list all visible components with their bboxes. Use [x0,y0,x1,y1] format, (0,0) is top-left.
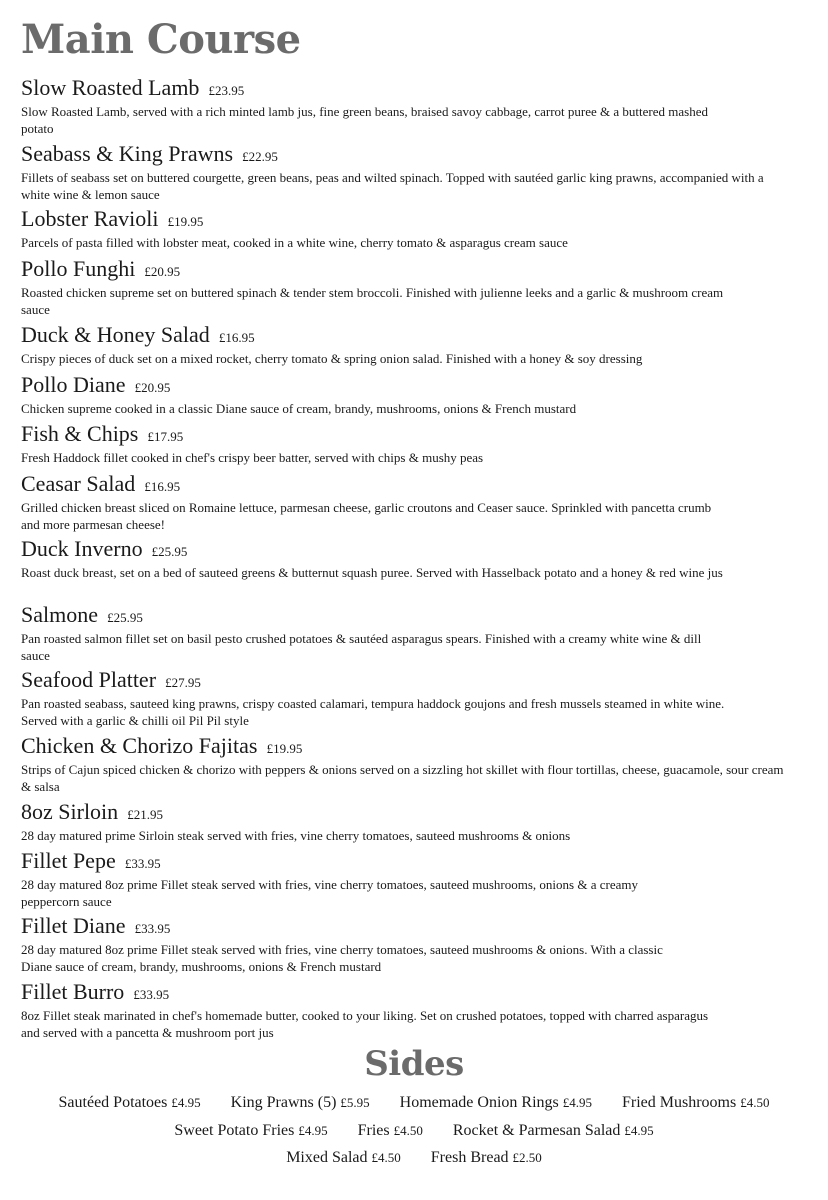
item-name: Pollo Funghi [21,256,136,281]
item-description: Pan roasted seabass, sauteed king prawns, crispy coasted calamari, tempura haddock goujons and fresh mussels steamed in white wine. Served with a garlic & chilli oil Pil Pil style [21,696,725,728]
item-description: Pan roasted salmon fillet set on basil pesto crushed potatoes & sautéed asparagus spears. Finished with a creamy white wine & dill sauce [21,631,702,663]
item-price: £21.95 [127,807,164,822]
item-description: Roasted chicken supreme set on buttered spinach & tender stem broccoli. Finished with julienne leeks and a garlic & mushroom cream sauce [21,285,724,317]
side-name: Fries [357,1122,390,1139]
item-description: 28 day matured 8oz prime Fillet steak served with fries, vine cherry tomatoes, sauteed mushrooms & onions. With a classic Diane sauce of cream, brandy, mushrooms, onions & French mustard [21,942,663,974]
item-name: Duck & Honey Salad [21,322,210,347]
item-name: Ceasar Salad [21,471,136,496]
item-price: £27.95 [165,675,201,690]
item-name: Fillet Diane [21,913,126,938]
side-price: £4.95 [298,1123,328,1138]
item-description: Slow Roasted Lamb, served with a rich minted lamb jus, fine green beans, braised savoy cabbage, carrot puree & a buttered mashed potato [21,104,708,136]
side-price: £4.50 [740,1095,770,1110]
side-name: Rocket & Parmesan Salad [452,1122,621,1139]
item-description: Chicken supreme cooked in a classic Diane sauce of cream, brandy, mushrooms, onions & French mustard [21,401,577,416]
item-description: Parcels of pasta filled with lobster meat, cooked in a white wine, cherry tomato & asparagus cream sauce [21,235,568,250]
side-item [174,1121,327,1141]
menu-item [21,800,811,845]
side-item [59,1093,201,1113]
sides-title: Sides [364,1044,464,1084]
sides-row [0,1093,828,1113]
side-name: Fried Mushrooms [622,1094,737,1111]
item-description: 28 day matured prime Sirloin steak served with fries, vine cherry tomatoes, sauteed mushrooms & onions [21,828,571,843]
menu-item [21,980,711,1041]
side-name: Homemade Onion Rings [399,1094,559,1111]
item-description: Crispy pieces of duck set on a mixed rocket, cherry tomato & spring onion salad. Finished with a honey & soy dressing [21,351,643,366]
menu-item [21,257,731,318]
item-price: £25.95 [107,610,143,625]
item-description: Roast duck breast, set on a bed of sauteed greens & butternut squash puree. Served with Hasselback potato and a honey & red wine jus [21,565,723,580]
item-description: Fillets of seabass set on buttered courgette, green beans, peas and wilted spinach. Topped with sautéed garlic king prawns, accompanied with a white wine & lemon sauce [21,170,764,202]
side-item [431,1148,542,1168]
item-name: Duck Inverno [21,536,143,561]
item-name: Salmone [21,602,98,627]
item-price: £20.95 [134,380,171,395]
item-price: £17.95 [147,429,184,444]
side-price: £4.95 [624,1123,654,1138]
item-description: 28 day matured 8oz prime Fillet steak served with fries, vine cherry tomatoes, sauteed mushrooms, onions & a creamy peppercorn sauce [21,877,638,909]
side-item [358,1121,423,1141]
menu-item [21,142,776,203]
side-price: £4.50 [393,1123,423,1138]
item-name: Lobster Ravioli [21,206,159,231]
menu-item [21,76,721,137]
item-price: £33.95 [133,987,170,1002]
item-name: Slow Roasted Lamb [21,75,200,100]
item-price: £19.95 [266,741,303,756]
menu-item [21,537,751,582]
item-description: Strips of Cajun spiced chicken & chorizo with peppers & onions served on a sizzling hot skillet with flour tortillas, cheese, guacamole, sour cream & salsa [21,762,784,794]
side-name: Fresh Bread [430,1149,509,1166]
item-price: £16.95 [218,330,255,345]
main-course-title: Main Course [21,16,301,63]
side-name: Mixed Salad [286,1149,368,1166]
menu-item [21,323,811,368]
item-price: £16.95 [144,479,181,494]
item-price: £33.95 [134,921,171,936]
item-price: £33.95 [124,856,161,871]
side-item [622,1093,769,1113]
item-name: Pollo Diane [21,372,126,397]
item-name: Fillet Burro [21,979,125,1004]
side-price: £4.95 [171,1095,201,1110]
item-name: Fish & Chips [21,421,139,446]
side-item [453,1121,654,1141]
item-name: Fillet Pepe [21,848,116,873]
menu-item [21,603,711,664]
menu-item [21,734,791,795]
item-description: Fresh Haddock fillet cooked in chef's crispy beer batter, served with chips & mushy peas [21,450,484,465]
item-name: Seabass & King Prawns [21,141,234,166]
item-name: Seafood Platter [21,667,157,692]
menu-item [21,207,811,252]
item-name: 8oz Sirloin [21,799,119,824]
side-name: Sweet Potato Fries [174,1122,295,1139]
item-price: £20.95 [144,264,181,279]
item-description: 8oz Fillet steak marinated in chef's homemade butter, cooked to your liking. Set on crushed potatoes, topped with charred asparagus and served with a pancetta & mushroom port jus [21,1008,709,1040]
side-item [400,1093,592,1113]
menu-item [21,472,726,533]
menu-item [21,422,811,467]
side-name: Sautéed Potatoes [58,1094,168,1111]
side-name: King Prawns (5) [230,1094,337,1111]
side-item [286,1148,401,1168]
menu-item [21,849,686,910]
sides-row [0,1121,828,1141]
item-price: £25.95 [151,544,188,559]
side-item [231,1093,370,1113]
side-price: £4.50 [371,1150,401,1165]
menu-item [21,373,811,418]
side-price: £2.50 [512,1150,542,1165]
item-price: £22.95 [242,149,278,164]
menu-item [21,914,676,975]
menu-item [21,668,761,729]
side-price: £4.95 [562,1095,592,1110]
sides-row [0,1148,828,1168]
item-name: Chicken & Chorizo Fajitas [21,733,258,758]
side-price: £5.95 [340,1095,370,1110]
item-price: £19.95 [167,214,204,229]
item-description: Grilled chicken breast sliced on Romaine lettuce, parmesan cheese, garlic croutons and Ceaser sauce. Sprinkled with pancetta crumb and more parmesan cheese! [21,500,712,532]
item-price: £23.95 [208,83,245,98]
